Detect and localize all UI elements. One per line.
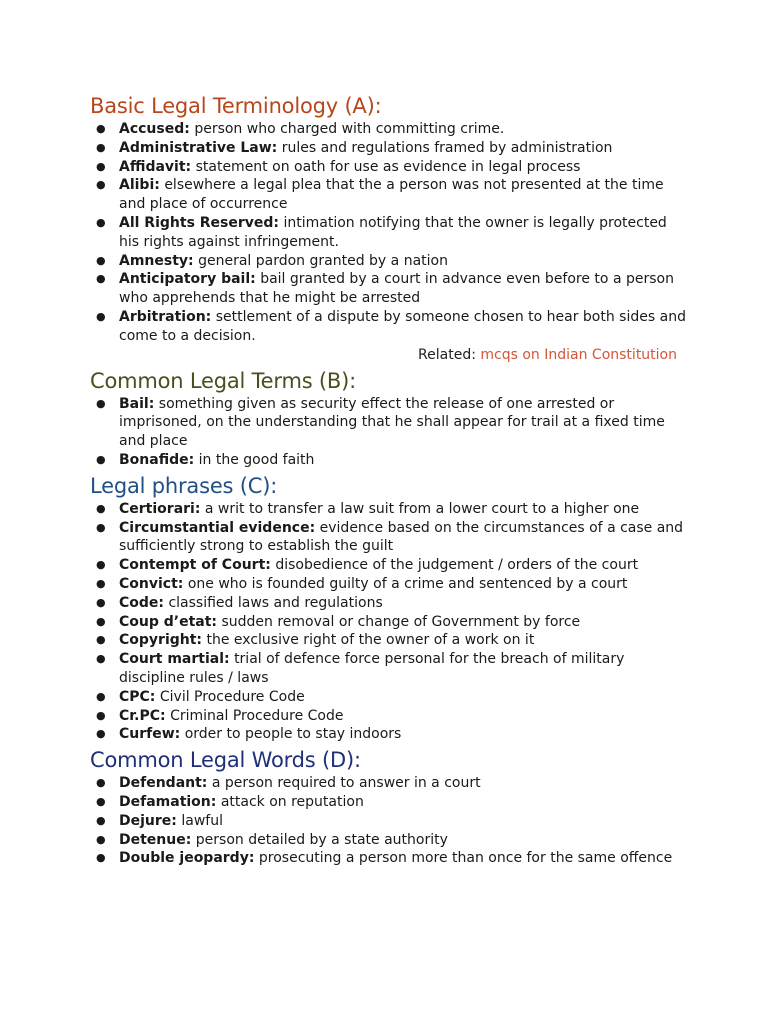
term-definition: general pardon granted by a nation: [198, 252, 448, 269]
term-label: All Rights Reserved:: [119, 214, 280, 231]
list-item: [90, 395, 690, 451]
list-item: [90, 774, 690, 793]
bullet-icon: ●: [96, 689, 106, 703]
bullet-icon: ●: [96, 614, 106, 628]
term-label: Double jeopardy:: [119, 850, 255, 867]
term-definition: a person required to answer in a court: [211, 775, 481, 792]
term-definition: elsewhere a legal plea that the a person was not presented at the time and place of occurrence: [119, 177, 664, 213]
term-definition: something given as security effect the release of one arrested or imprisoned, on the understanding that he shall appear for trail at a fixed time and place: [119, 395, 665, 450]
bullet-icon: ●: [96, 501, 106, 515]
bullet-icon: ●: [96, 272, 106, 286]
term-definition: prosecuting a person more than once for the same offence: [258, 850, 673, 867]
bullet-icon: ●: [96, 558, 106, 572]
term-definition: rules and regulations framed by administration: [281, 139, 613, 156]
list-item: [90, 575, 690, 594]
term-label: Curfew:: [119, 726, 181, 743]
bullet-icon: ●: [96, 633, 106, 647]
list-item: [90, 176, 690, 214]
list-item: [90, 158, 690, 177]
section-heading-a: Basic Legal Terminology (A):: [90, 94, 382, 118]
term-label: Administrative Law:: [119, 139, 278, 156]
term-definition: Criminal Procedure Code: [170, 707, 344, 724]
term-definition: classified laws and regulations: [168, 594, 383, 611]
term-label: Code:: [119, 594, 165, 611]
bullet-icon: ●: [96, 813, 106, 827]
term-definition: one who is founded guilty of a crime and sentenced by a court: [187, 575, 628, 592]
bullet-icon: ●: [96, 851, 106, 865]
bullet-icon: ●: [96, 576, 106, 590]
term-label: Accused:: [119, 121, 190, 137]
term-definition: lawful: [181, 812, 223, 829]
bullet-icon: ●: [96, 309, 106, 323]
bullet-icon: ●: [96, 253, 106, 267]
list-item: [90, 556, 690, 575]
term-definition: sudden removal or change of Government by force: [221, 613, 581, 630]
term-definition: disobedience of the judgement / orders of the court: [275, 557, 639, 574]
term-label: Arbitration:: [119, 308, 212, 325]
list-item: [90, 793, 690, 812]
term-label: Court martial:: [119, 651, 230, 668]
term-label: Bail:: [119, 395, 155, 412]
document-page: [90, 92, 690, 868]
related-line: [90, 346, 690, 365]
term-definition: attack on reputation: [220, 793, 364, 810]
term-label: Bonafide:: [119, 451, 195, 468]
list-item: [90, 831, 690, 850]
bullet-icon: ●: [96, 122, 106, 135]
term-definition: Civil Procedure Code: [159, 688, 305, 705]
term-label: Detenue:: [119, 831, 192, 848]
list-item: [90, 270, 690, 308]
bullet-icon: ●: [96, 708, 106, 722]
section-heading-d: Common Legal Words (D):: [90, 748, 361, 773]
bullet-icon: ●: [96, 652, 106, 666]
term-definition: order to people to stay indoors: [184, 726, 402, 743]
bullet-icon: ●: [96, 727, 106, 741]
list-item: [90, 725, 690, 744]
term-label: Circumstantial evidence:: [119, 519, 316, 536]
term-list-b: [90, 395, 690, 470]
bullet-icon: ●: [96, 452, 106, 466]
list-item: [90, 252, 690, 271]
related-label: Related:: [418, 346, 476, 363]
list-item: [90, 650, 690, 688]
bullet-icon: ●: [96, 140, 106, 154]
term-definition: bail granted by a court in advance even before to a person who apprehends that he might be arrested: [119, 271, 674, 307]
list-item: [90, 519, 690, 557]
term-definition: the exclusive right of the owner of a work on it: [206, 632, 535, 649]
term-label: Defamation:: [119, 793, 217, 810]
bullet-icon: ●: [96, 396, 106, 410]
bullet-icon: ●: [96, 215, 106, 229]
bullet-icon: ●: [96, 595, 106, 609]
section-heading-c: Legal phrases (C):: [90, 473, 278, 498]
term-label: Anticipatory bail:: [119, 271, 256, 288]
list-item: [90, 139, 690, 158]
list-item: [90, 308, 690, 346]
term-label: Contempt of Court:: [119, 557, 271, 574]
list-item: [90, 613, 690, 632]
term-label: Dejure:: [119, 812, 177, 829]
bullet-icon: ●: [96, 178, 106, 192]
term-label: Alibi:: [119, 177, 160, 194]
list-item: [90, 594, 690, 613]
section-heading-b: Common Legal Terms (B):: [90, 368, 357, 393]
term-list-c: [90, 500, 690, 744]
term-label: Affidavit:: [119, 158, 192, 175]
list-item: [90, 707, 690, 726]
term-definition: trial of defence force personal for the breach of military discipline rules / laws: [119, 651, 625, 686]
term-definition: a writ to transfer a law suit from a lower court to a higher one: [204, 500, 640, 517]
term-definition: statement on oath for use as evidence in legal process: [195, 158, 581, 175]
list-item: [90, 214, 690, 252]
list-item: [90, 120, 690, 139]
bullet-icon: ●: [96, 776, 106, 790]
term-label: CPC:: [119, 688, 156, 705]
bullet-icon: ●: [96, 159, 106, 173]
term-label: Copyright:: [119, 632, 203, 649]
list-item: [90, 500, 690, 519]
list-item: [90, 812, 690, 831]
term-definition: settlement of a dispute by someone chosen to hear both sides and come to a decision.: [119, 308, 686, 344]
term-label: Coup d’etat:: [119, 613, 218, 630]
list-item: [90, 849, 690, 868]
term-definition: evidence based on the circumstances of a case and sufficiently strong to establish the guilt: [119, 519, 684, 555]
bullet-icon: ●: [96, 520, 106, 534]
term-label: Defendant:: [119, 775, 208, 792]
term-label: Amnesty:: [119, 252, 194, 269]
list-item: [90, 451, 690, 470]
term-definition: in the good faith: [198, 451, 315, 468]
list-item: [90, 688, 690, 707]
term-definition: person who charged with committing crime.: [194, 121, 505, 137]
term-label: Convict:: [119, 575, 184, 592]
list-item: [90, 631, 690, 650]
term-definition: intimation notifying that the owner is legally protected his rights against infringement.: [119, 214, 667, 250]
term-list-a: [90, 120, 690, 346]
related-link[interactable]: mcqs on Indian Constitution: [480, 346, 677, 363]
term-list-d: [90, 774, 690, 868]
bullet-icon: ●: [96, 832, 106, 846]
term-definition: person detailed by a state authority: [195, 831, 448, 848]
term-label: Cr.PC:: [119, 707, 166, 724]
term-label: Certiorari:: [119, 500, 201, 517]
bullet-icon: ●: [96, 794, 106, 808]
